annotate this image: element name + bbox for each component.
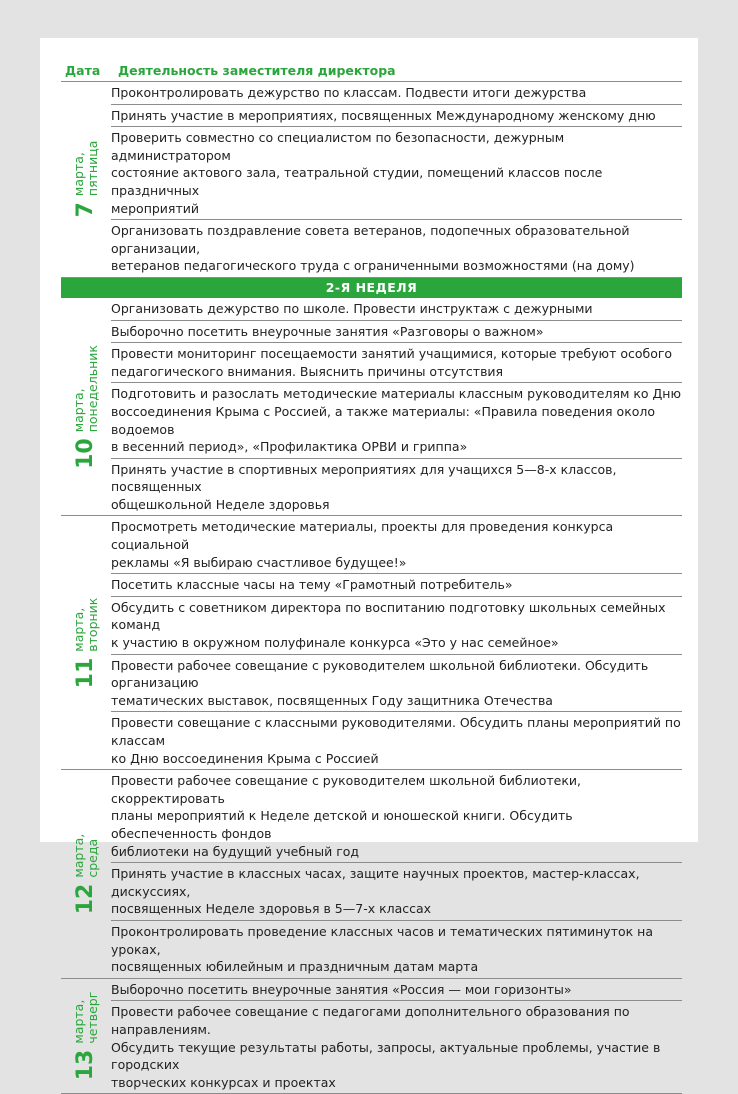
weekday-label: вторник <box>85 597 100 652</box>
activity-row <box>111 343 682 383</box>
activity-line: Провести рабочее совещание с педагогами дополнительного образования по направлениям. <box>111 1004 630 1037</box>
activity-line: творческих конкурсах и проектах <box>111 1074 336 1090</box>
date-label <box>72 834 100 915</box>
activity-line: Проконтролировать дежурство по классам. Подвести итоги дежурства <box>111 85 587 100</box>
activity-line: посвященных Неделе здоровья в 5—7-х классах <box>111 901 432 917</box>
date-label <box>72 345 100 469</box>
date-cell <box>61 979 111 1094</box>
activity-rows <box>111 770 682 978</box>
activity-row <box>111 863 682 921</box>
date-column-header: Дата <box>65 63 101 78</box>
table-header <box>61 60 682 82</box>
activity-line: Проверить совместно со специалистом по безопасности, дежурным администратором <box>111 130 565 163</box>
activity-line: ко Дню воссоединения Крыма с Россией <box>111 750 379 766</box>
day-text <box>72 141 100 196</box>
day-text <box>72 345 100 432</box>
day-text <box>72 834 100 878</box>
activity-line: планы мероприятий к Неделе детской и юношеской книги. Обсудить обеспеченность фондов <box>111 808 573 841</box>
day-number: 12 <box>73 883 98 915</box>
activity-line: Организовать дежурство по школе. Провести инструктаж с дежурными <box>111 300 593 316</box>
date-label <box>72 992 100 1081</box>
month-label: марта, <box>71 999 86 1044</box>
day-group-13 <box>61 979 682 1094</box>
activity-rows <box>111 298 682 516</box>
weekday-label: пятница <box>85 141 100 197</box>
date-cell <box>61 82 111 277</box>
month-label: марта, <box>71 388 86 433</box>
month-label: марта, <box>71 833 86 878</box>
activity-line: педагогического внимания. Выяснить причины отсутствия <box>111 363 504 379</box>
week1-groups <box>61 82 682 278</box>
activity-row <box>111 459 682 516</box>
activity-row <box>111 921 682 978</box>
activity-row <box>111 770 682 863</box>
month-label: марта, <box>71 152 86 197</box>
schedule-table <box>61 60 682 1094</box>
date-cell <box>61 516 111 769</box>
activity-line: ветеранов педагогического труда с ограниченными возможностями (на дому) <box>111 258 635 274</box>
page-card <box>40 38 698 1090</box>
activity-line: Посетить классные часы на тему «Грамотный потребитель» <box>111 577 513 593</box>
day-group-10 <box>61 298 682 517</box>
activity-row <box>111 516 682 574</box>
day-text <box>72 992 100 1044</box>
activity-line: Подготовить и разослать методические материалы классным руководителям ко Дню <box>111 386 682 402</box>
activity-line: общешкольной Неделе здоровья <box>111 496 330 512</box>
activity-row <box>111 127 682 220</box>
weekday-label: среда <box>85 838 100 878</box>
activity-line: Выборочно посетить внеурочные занятия «Разговоры о важном» <box>111 323 544 339</box>
activity-row <box>111 105 682 128</box>
activity-row <box>111 82 682 105</box>
day-group-11 <box>61 516 682 770</box>
activity-column-header: Деятельность заместителя директора <box>118 63 396 78</box>
activity-line: Провести мониторинг посещаемости занятий учащимися, которые требуют особого <box>111 346 673 362</box>
activity-row <box>111 574 682 597</box>
activity-line: библиотеки на будущий учебный год <box>111 843 360 859</box>
activity-line: Организовать поздравление совета ветеранов, подопечных образовательной организации, <box>111 223 630 256</box>
activity-line: Принять участие в спортивных мероприятиях для учащихся 5—8-х классов, посвященных <box>111 461 617 495</box>
weekday-label: понедельник <box>85 344 100 433</box>
activity-line: состояние актового зала, театральной студии, помещений классов после праздничных <box>111 165 603 198</box>
activity-line: Просмотреть методические материалы, проекты для проведения конкурса социальной <box>111 519 614 553</box>
day-group-12 <box>61 770 682 979</box>
activity-rows <box>111 979 682 1094</box>
activity-line: тематических выставок, посвященных Году защитника Отечества <box>111 692 553 708</box>
day-group-7 <box>61 82 682 278</box>
activity-row <box>111 712 682 769</box>
activity-line: Провести рабочее совещание с руководителем школьной библиотеки. Обсудить организацию <box>111 657 649 691</box>
activity-row <box>111 321 682 344</box>
activity-line: Провести совещание с классными руководителями. Обсудить планы мероприятий по классам <box>111 715 681 748</box>
week-banner: 2-Я НЕДЕЛЯ <box>61 278 682 298</box>
day-text <box>72 597 100 651</box>
activity-line: Обсудить с советником директора по воспитанию подготовку школьных семейных команд <box>111 599 666 633</box>
date-label <box>72 597 100 688</box>
activity-line: посвященных юбилейным и праздничным датам марта <box>111 959 479 975</box>
day-number: 7 <box>73 202 98 218</box>
activity-line: Принять участие в мероприятиях, посвященных Международному женскому дню <box>111 107 656 123</box>
activity-rows <box>111 516 682 769</box>
activity-line: рекламы «Я выбираю счастливое будущее!» <box>111 554 407 570</box>
date-cell <box>61 298 111 516</box>
activity-line: в весенний период», «Профилактика ОРВИ и гриппа» <box>111 439 468 455</box>
activity-line: Обсудить текущие результаты работы, запросы, актуальные проблемы, участие в городских <box>111 1039 661 1073</box>
activity-line: Выборочно посетить внеурочные занятия «Россия — мои горизонты» <box>111 981 572 997</box>
activity-row <box>111 655 682 713</box>
day-number: 10 <box>73 438 98 469</box>
activity-row <box>111 597 682 655</box>
activity-line: мероприятий <box>111 200 199 216</box>
activity-line: Принять участие в классных часах, защите научных проектов, мастер-классах, дискуссиях, <box>111 866 640 899</box>
activity-row <box>111 979 682 1002</box>
activity-row <box>111 298 682 321</box>
month-label: марта, <box>71 607 86 652</box>
weekday-label: четверг <box>85 991 100 1044</box>
activity-line: Провести рабочее совещание с руководителем школьной библиотеки, скорректировать <box>111 773 581 806</box>
date-label <box>72 141 100 218</box>
date-cell <box>61 770 111 978</box>
day-number: 11 <box>73 657 98 689</box>
activity-line: воссоединения Крыма с Россией, а также материалы: «Правила поведения около водоемов <box>111 403 656 437</box>
activity-row <box>111 1001 682 1093</box>
activity-line: к участию в окружном полуфинале конкурса «Это у нас семейное» <box>111 635 559 651</box>
activity-row <box>111 383 682 458</box>
day-number: 13 <box>73 1049 98 1081</box>
activity-rows <box>111 82 682 277</box>
activity-row <box>111 220 682 277</box>
week2-groups <box>61 298 682 1094</box>
activity-line: Проконтролировать проведение классных часов и тематических пятиминуток на уроках, <box>111 923 653 957</box>
